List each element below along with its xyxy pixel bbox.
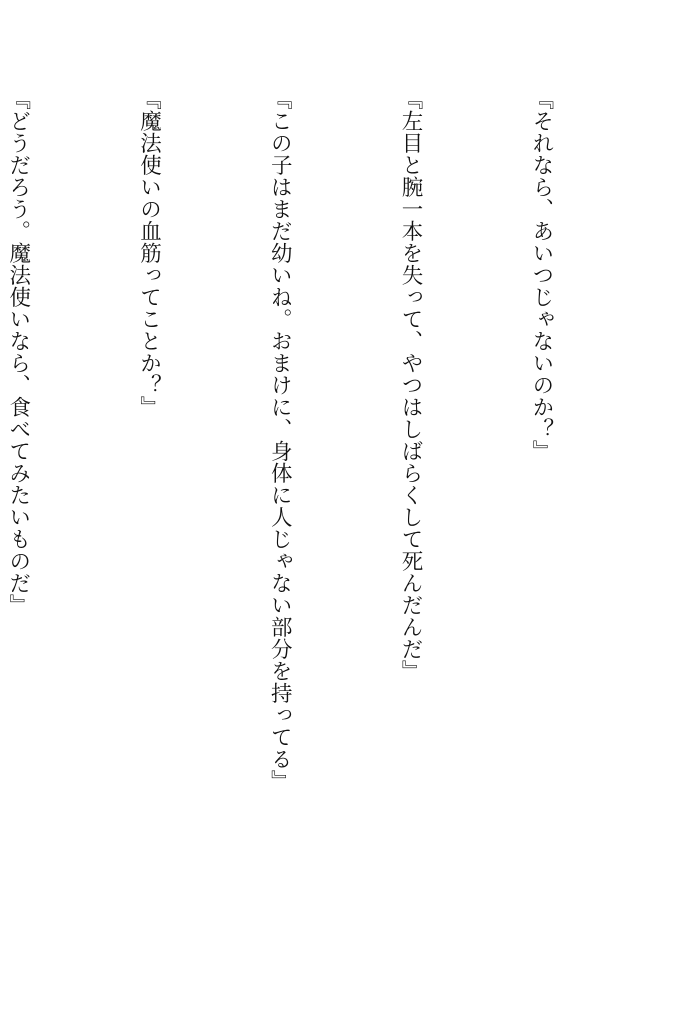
text-line-3: 『この子はまだ幼いね。おまけに、身体に人じゃない部分を持ってる』 (267, 88, 293, 792)
text-line-4: 『魔法使いの血筋ってことか？』 (136, 88, 162, 418)
text-line-1: 『それなら、あいつじゃないのか？』 (528, 88, 554, 462)
text-line-5: 『どうだろう。魔法使いなら、食べてみたいものだ』 (5, 88, 31, 616)
novel-text-block (0, 88, 650, 958)
text-line-2: 『左目と腕一本を失って、やつはしばらくして死んだんだ』 (398, 88, 424, 682)
